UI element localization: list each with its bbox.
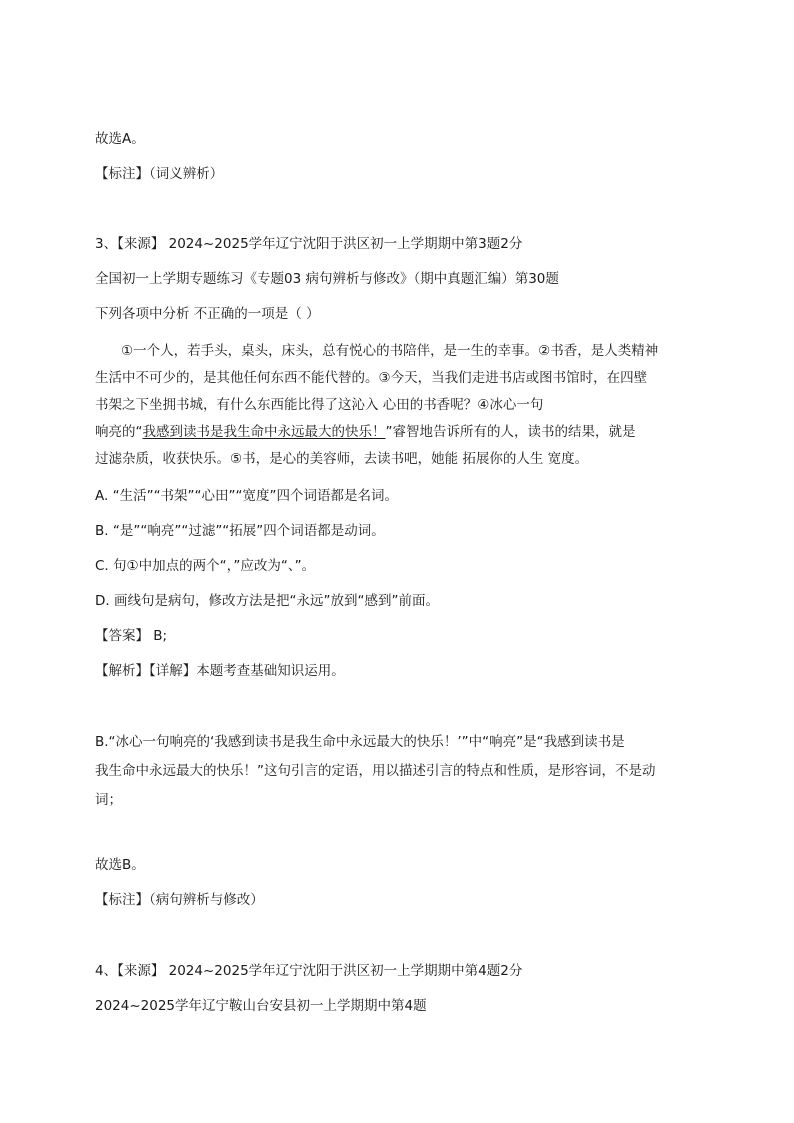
q3-underlined-sentence: 我感到读书是我生命中永远最大的快乐！ (142, 424, 386, 440)
q3-option-d: D. 画线句是病句，修改方法是把“永远”放到“感到”前面。 (95, 593, 439, 609)
q3-passage-line-2: 生活中不可少的，是其他任何东西不能代替的。③今天，当我们走进书店或图书馆时，在四壁 (95, 370, 648, 386)
q3-option-b: B. “是”“响亮”“过滤”“拓展”四个词语都是动词。 (95, 523, 385, 539)
q4-source-line-2: 2024~2025学年辽宁鞍山台安县初一上学期期中第4题 (95, 998, 427, 1014)
q3-passage-line-1: ①一个人，若手头，桌头，床头，总有悦心的书陪伴，是一生的幸事。②书香，是人类精神 (121, 343, 659, 359)
q3-option-c: C. 句①中加点的两个“，”应改为“、”。 (95, 558, 316, 574)
q3-passage-line-4-pre: 响亮的“ (95, 424, 143, 440)
q3-analysis: 【解析】【详解】本题考查基础知识运用。 (95, 663, 345, 679)
q3-explanation-line-1: B.“冰心一句响亮的‘我感到读书是我生命中永远最大的快乐！’”中“响亮”是“我感到读书是 (95, 734, 625, 750)
q3-tag: 【标注】（病句辨析与修改） (95, 892, 264, 908)
q3-passage-line-3: 书架之下坐拥书城，有什么东西能比得了这沁入 心田的书香呢？④冰心一句 (95, 397, 544, 413)
q3-option-a: A. “生活”“书架”“心田”“宽度”四个词语都是名词。 (95, 488, 399, 504)
q3-stem: 下列各项中分析 不正确的一项是（ ） (95, 306, 320, 322)
q3-answer-choice: 故选B。 (95, 857, 145, 873)
q4-source-line: 4、【来源】 2024~2025学年辽宁沈阳于洪区初一上学期期中第4题2分 (95, 963, 523, 979)
q3-answer: 【答案】 B; (95, 628, 168, 644)
q3-explanation-line-3: 词； (95, 792, 122, 808)
tag-prev: 【标注】（词义辨析） (95, 166, 224, 182)
answer-choice-prev: 故选A。 (95, 131, 145, 147)
q3-explanation-line-2: 我生命中永远最大的快乐！”这句引言的定语，用以描述引言的特点和性质，是形容词，不是动 (95, 763, 656, 779)
q3-source-line: 3、【来源】 2024~2025学年辽宁沈阳于洪区初一上学期期中第3题2分 (95, 236, 523, 252)
q3-passage-line-4-post: ”睿智地告诉所有的人，读书的结果，就是 (385, 424, 636, 440)
q3-passage-line-5: 过滤杂质，收获快乐。⑤书，是心的美容师，去读书吧，她能 拓展你的人生 宽度。 (95, 451, 589, 467)
q3-passage-line-4 (95, 422, 636, 442)
q3-source-line-2: 全国初一上学期专题练习《专题03 病句辨析与修改》（期中真题汇编）第30题 (95, 271, 559, 287)
